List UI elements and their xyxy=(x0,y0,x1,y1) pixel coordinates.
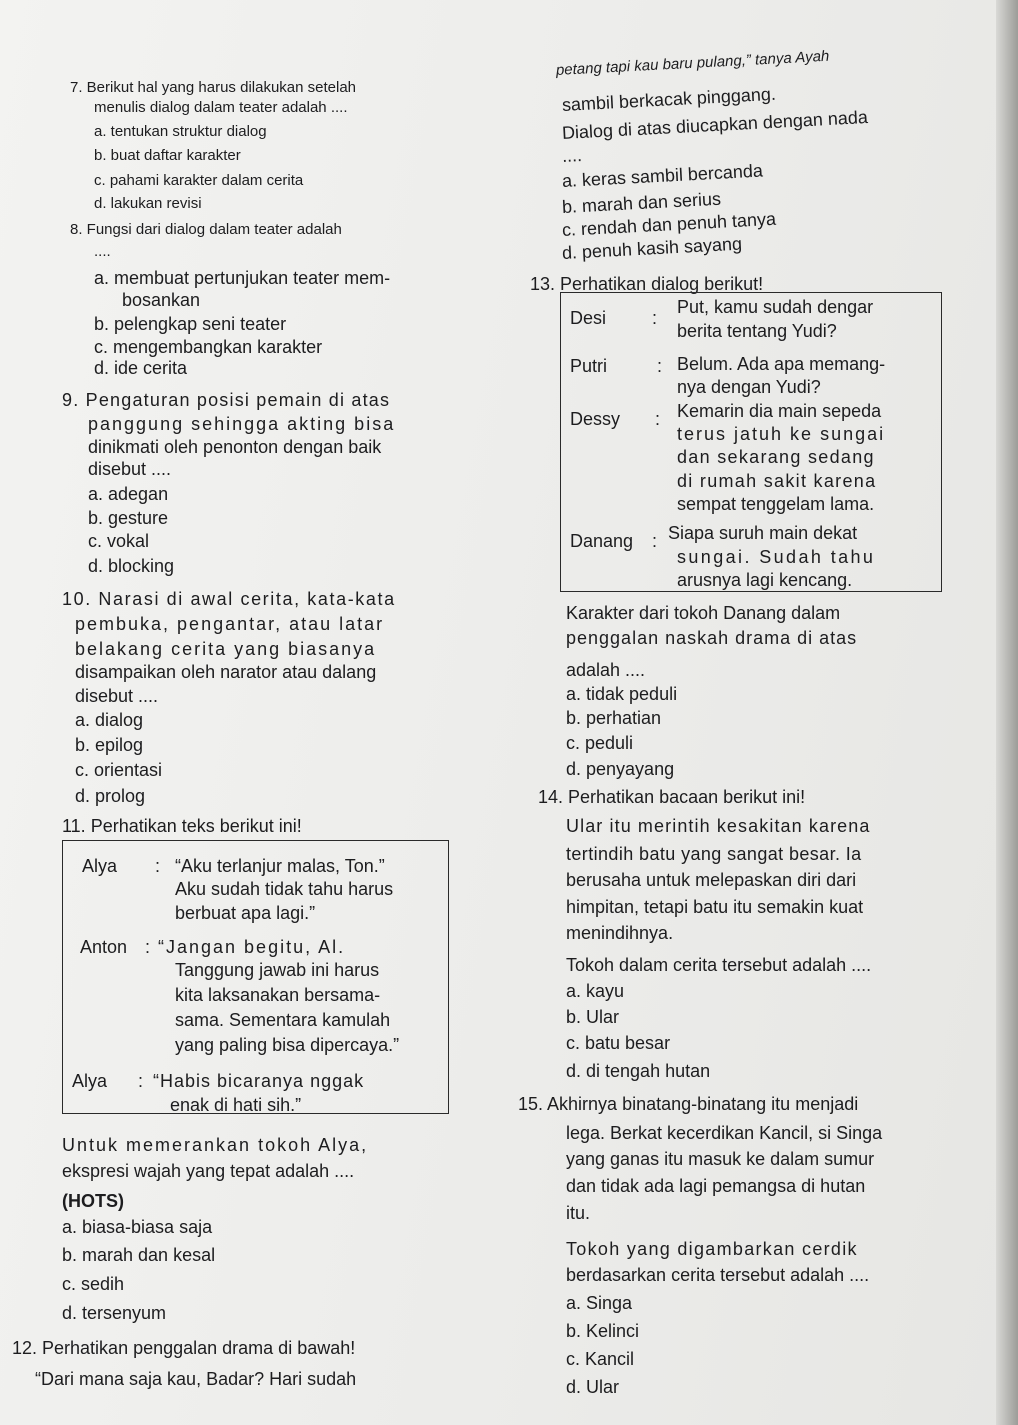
q15-stem-line-4: dan tidak ada lagi pemangsa di hutan xyxy=(566,1176,866,1196)
q12-option-c: c. rendah dan penuh tanya xyxy=(561,208,777,240)
q8-option-d: d. ide cerita xyxy=(94,358,188,378)
q11-hots-tag: (HOTS) xyxy=(62,1191,124,1211)
q10-option-b: b. epilog xyxy=(75,735,144,755)
q13-dessy-line-3: dan sekarang sedang xyxy=(677,447,875,467)
q8-option-a: a. membuat pertunjukan teater mem- xyxy=(94,268,391,288)
q13-speaker-dessy: Dessy xyxy=(570,409,621,429)
q10-option-c: c. orientasi xyxy=(75,760,163,780)
q11-option-a: a. biasa-biasa saja xyxy=(62,1217,213,1237)
q9-option-d: d. blocking xyxy=(88,556,175,576)
q8-option-b: b. pelengkap seni teater xyxy=(94,314,287,334)
q11-colon-2: : xyxy=(145,937,151,957)
q11-option-c: c. sedih xyxy=(62,1274,125,1294)
q13-stem: 13. Perhatikan dialog berikut! xyxy=(530,274,764,294)
q10-stem-line-5: disebut .... xyxy=(75,686,159,706)
q14-question: Tokoh dalam cerita tersebut adalah .... xyxy=(566,955,872,975)
q14-passage-line-5: menindihnya. xyxy=(566,923,674,943)
q10-stem-line-3: belakang cerita yang biasanya xyxy=(75,639,377,659)
q11-alya-line-2: Aku sudah tidak tahu harus xyxy=(175,879,394,899)
q12-quote-line-3: sambil berkacak pinggang. xyxy=(561,83,777,115)
q11-option-b: b. marah dan kesal xyxy=(62,1245,216,1265)
q14-option-c: c. batu besar xyxy=(566,1033,671,1053)
q13-colon-3: : xyxy=(655,409,661,429)
page-binding-shadow xyxy=(996,0,1018,1425)
q11-colon-3: : xyxy=(138,1071,144,1091)
q13-option-a: a. tidak peduli xyxy=(566,684,678,704)
q11-alya-line-1: “Aku terlanjur malas, Ton.” xyxy=(175,856,385,876)
q11-stem: 11. Perhatikan teks berikut ini! xyxy=(62,816,302,836)
q15-question-line-1: Tokoh yang digambarkan cerdik xyxy=(566,1239,858,1259)
q13-danang-line-1: Siapa suruh main dekat xyxy=(668,523,858,543)
q13-dessy-line-4: di rumah sakit karena xyxy=(677,471,877,491)
q9-option-c: c. vokal xyxy=(88,531,150,551)
q11-alya2-line-1: “Habis bicaranya nggak xyxy=(153,1071,365,1091)
q14-passage-line-2: tertindih batu yang sangat besar. Ia xyxy=(566,844,862,864)
q11-anton-line-1: “Jangan begitu, Al. xyxy=(158,937,346,957)
q7-option-c: c. pahami karakter dalam cerita xyxy=(94,172,304,189)
q13-putri-line-1: Belum. Ada apa memang- xyxy=(677,354,886,374)
q15-stem-line-1: 15. Akhirnya binatang-binatang itu menjadi xyxy=(518,1094,859,1114)
q11-speaker-anton: Anton xyxy=(80,937,128,957)
q14-option-a: a. kayu xyxy=(566,981,625,1001)
q11-alya2-line-2: enak di hati sih.” xyxy=(170,1095,302,1115)
q13-colon-2: : xyxy=(657,356,663,376)
q13-option-d: d. penyayang xyxy=(566,759,675,779)
q9-stem-line-1: 9. Pengaturan posisi pemain di atas xyxy=(62,390,391,410)
q13-desi-line-2: berita tentang Yudi? xyxy=(677,321,837,341)
q13-question-line-3: adalah .... xyxy=(566,660,646,680)
q10-option-a: a. dialog xyxy=(75,710,144,730)
q10-option-d: d. prolog xyxy=(75,786,146,806)
q14-option-d: d. di tengah hutan xyxy=(566,1061,711,1081)
q7-option-a: a. tentukan struktur dialog xyxy=(94,123,267,140)
q10-stem-line-2: pembuka, pengantar, atau latar xyxy=(75,614,385,634)
q9-option-a: a. adegan xyxy=(88,484,169,504)
q10-stem-line-1: 10. Narasi di awal cerita, kata-kata xyxy=(62,589,396,609)
q14-passage-line-4: himpitan, tetapi batu itu semakin kuat xyxy=(566,897,864,917)
q13-colon-1: : xyxy=(652,308,658,328)
q7-option-b: b. buat daftar karakter xyxy=(94,147,241,164)
q13-speaker-putri: Putri xyxy=(570,356,608,376)
q12-option-b: b. marah dan serius xyxy=(561,188,722,217)
q13-danang-line-2: sungai. Sudah tahu xyxy=(677,547,876,567)
q15-option-a: a. Singa xyxy=(566,1293,633,1313)
q13-dessy-line-2: terus jatuh ke sungai xyxy=(677,424,886,444)
q13-option-c: c. peduli xyxy=(566,733,634,753)
q11-question-line-1: Untuk memerankan tokoh Alya, xyxy=(62,1135,369,1155)
q8-option-c: c. mengembangkan karakter xyxy=(94,337,323,357)
q11-colon-1: : xyxy=(155,856,161,876)
q12-stem: 12. Perhatikan penggalan drama di bawah! xyxy=(12,1338,356,1358)
q15-option-c: c. Kancil xyxy=(566,1349,635,1369)
q7-stem-line-1: 7. Berikut hal yang harus dilakukan setelah xyxy=(70,79,357,96)
q13-question-line-2: penggalan naskah drama di atas xyxy=(566,628,858,648)
q13-question-line-1: Karakter dari tokoh Danang dalam xyxy=(566,603,841,623)
q11-anton-line-5: yang paling bisa dipercaya.” xyxy=(175,1035,400,1055)
q11-speaker-alya-2: Alya xyxy=(72,1071,108,1091)
q11-alya-line-3: berbuat apa lagi.” xyxy=(175,903,316,923)
q14-passage-line-3: berusaha untuk melepaskan diri dari xyxy=(566,870,857,890)
q15-option-d: d. Ular xyxy=(566,1377,620,1397)
q7-option-d: d. lakukan revisi xyxy=(94,195,202,212)
q7-stem-line-2: menulis dialog dalam teater adalah .... xyxy=(94,99,348,116)
q9-stem-line-2: panggung sehingga akting bisa xyxy=(88,414,396,434)
q9-stem-line-4: disebut .... xyxy=(88,459,172,479)
q15-stem-line-3: yang ganas itu masuk ke dalam sumur xyxy=(566,1149,875,1169)
q13-colon-4: : xyxy=(652,531,658,551)
q13-speaker-desi: Desi xyxy=(570,308,607,328)
q9-stem-line-3: dinikmati oleh penonton dengan baik xyxy=(88,437,382,457)
q11-question-line-2: ekspresi wajah yang tepat adalah .... xyxy=(62,1161,355,1181)
q13-speaker-danang: Danang xyxy=(570,531,634,551)
q12-question-line-1: Dialog di atas diucapkan dengan nada xyxy=(561,106,869,143)
q15-option-b: b. Kelinci xyxy=(566,1321,640,1341)
q11-anton-line-2: Tanggung jawab ini harus xyxy=(175,960,380,980)
q11-anton-line-4: sama. Sementara kamulah xyxy=(175,1010,391,1030)
q13-putri-line-2: nya dengan Yudi? xyxy=(677,377,821,397)
q8-stem-line-1: 8. Fungsi dari dialog dalam teater adalah xyxy=(70,221,342,238)
q13-option-b: b. perhatian xyxy=(566,708,662,728)
q11-option-d: d. tersenyum xyxy=(62,1303,167,1323)
q12-quote-line-1: “Dari mana saja kau, Badar? Hari sudah xyxy=(35,1369,357,1389)
q12-question-line-2: .... xyxy=(561,144,583,166)
q11-anton-line-3: kita laksanakan bersama- xyxy=(175,985,381,1005)
q11-speaker-alya: Alya xyxy=(82,856,118,876)
q10-stem-line-4: disampaikan oleh narator atau dalang xyxy=(75,662,377,682)
q14-stem: 14. Perhatikan bacaan berikut ini! xyxy=(538,787,806,807)
q13-desi-line-1: Put, kamu sudah dengar xyxy=(677,297,874,317)
q8-option-a-cont: bosankan xyxy=(122,290,201,310)
q15-question-line-2: berdasarkan cerita tersebut adalah .... xyxy=(566,1265,870,1285)
q13-dessy-line-1: Kemarin dia main sepeda xyxy=(677,401,882,421)
q15-stem-line-2: lega. Berkat kecerdikan Kancil, si Singa xyxy=(566,1123,883,1143)
q13-dessy-line-5: sempat tenggelam lama. xyxy=(677,494,875,514)
q8-stem-line-2: .... xyxy=(94,243,111,260)
q14-passage-line-1: Ular itu merintih kesakitan karena xyxy=(566,816,871,836)
q15-stem-line-5: itu. xyxy=(566,1203,591,1223)
q13-danang-line-3: arusnya lagi kencang. xyxy=(677,570,853,590)
q14-option-b: b. Ular xyxy=(566,1007,620,1027)
q12-option-a: a. keras sambil bercanda xyxy=(561,160,764,191)
q12-option-d: d. penuh kasih sayang xyxy=(561,233,743,263)
q12-quote-line-2: petang tapi kau baru pulang,” tanya Ayah xyxy=(555,47,830,79)
q9-option-b: b. gesture xyxy=(88,508,169,528)
